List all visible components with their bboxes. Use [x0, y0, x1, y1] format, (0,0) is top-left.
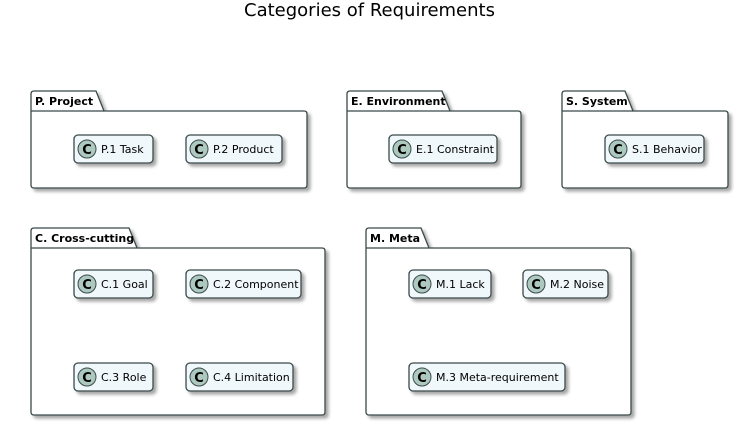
- class-stereotype-letter: C: [531, 278, 541, 293]
- class-stereotype-letter: C: [397, 143, 407, 158]
- class-node[interactable]: [74, 135, 153, 163]
- diagram-title: Categories of Requirements: [244, 0, 495, 21]
- class-node[interactable]: [74, 363, 153, 391]
- package-label: P. Project: [35, 95, 94, 108]
- class-stereotype-letter: C: [82, 143, 92, 158]
- class-node[interactable]: [74, 270, 153, 298]
- class-label: P.2 Product: [213, 143, 274, 156]
- class-label: C.4 Limitation: [213, 371, 290, 384]
- class-stereotype-letter: C: [194, 371, 204, 386]
- class-label: C.3 Role: [101, 371, 147, 384]
- class-node[interactable]: [409, 363, 565, 391]
- class-label: M.3 Meta-requirement: [436, 371, 559, 384]
- package-label: E. Environment: [351, 95, 446, 108]
- class-node[interactable]: [605, 135, 704, 163]
- class-stereotype-letter: C: [613, 143, 623, 158]
- class-node[interactable]: [523, 270, 608, 298]
- class-node[interactable]: [409, 270, 491, 298]
- class-node[interactable]: [186, 135, 282, 163]
- package-label: S. System: [566, 95, 628, 108]
- class-stereotype-letter: C: [82, 278, 92, 293]
- class-node[interactable]: [389, 135, 497, 163]
- class-stereotype-letter: C: [194, 278, 204, 293]
- package-label: M. Meta: [370, 232, 421, 245]
- class-label: C.1 Goal: [101, 278, 148, 291]
- class-stereotype-letter: C: [417, 371, 427, 386]
- class-label: M.2 Noise: [550, 278, 604, 291]
- class-label: C.2 Component: [213, 278, 299, 291]
- package-label: C. Cross-cutting: [35, 232, 135, 245]
- class-label: M.1 Lack: [436, 278, 485, 291]
- class-label: E.1 Constraint: [416, 143, 494, 156]
- class-stereotype-letter: C: [194, 143, 204, 158]
- class-stereotype-letter: C: [417, 278, 427, 293]
- class-stereotype-letter: C: [82, 371, 92, 386]
- class-node[interactable]: [186, 270, 301, 298]
- class-label: P.1 Task: [101, 143, 144, 156]
- class-node[interactable]: [186, 363, 293, 391]
- class-label: S.1 Behavior: [632, 143, 702, 156]
